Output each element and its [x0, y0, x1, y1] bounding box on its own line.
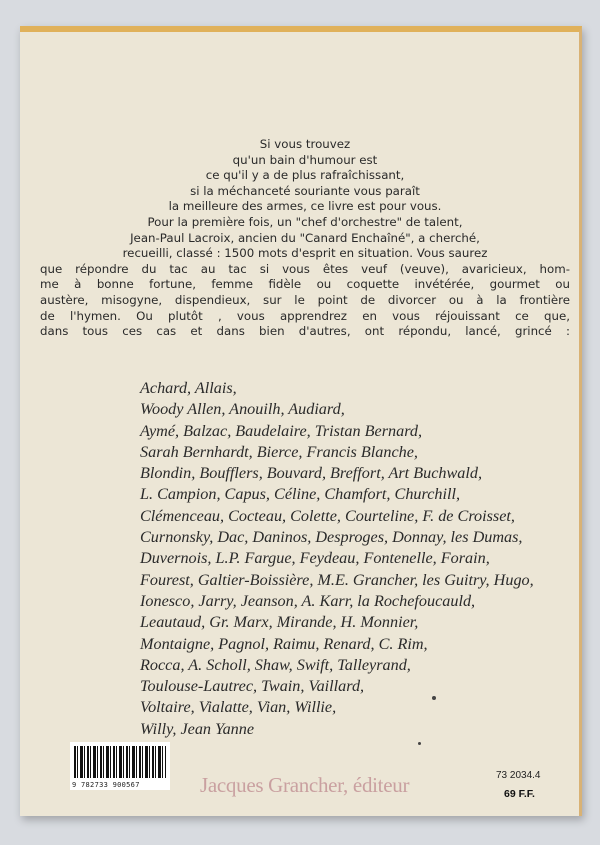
author-line: Toulouse-Lautrec, Twain, Vaillard, — [140, 677, 365, 696]
blurb-line: la meilleure des armes, ce livre est pour vous. — [168, 199, 442, 214]
blurb-text — [40, 137, 570, 340]
author-line: Clémenceau, Cocteau, Colette, Courteline, F. de Croisset, — [140, 506, 515, 525]
catalog-code: 73 2034.4 — [496, 770, 541, 781]
blurb-line: recueilli, classé : 1500 mots d'esprit en situation. Vous saurez — [122, 246, 488, 261]
publisher-name: Jacques Grancher, éditeur — [200, 773, 410, 797]
author-line: Aymé, Balzac, Baudelaire, Tristan Bernard, — [140, 421, 423, 440]
author-line: Blondin, Boufflers, Bouvard, Breffort, Art Buchwald, — [140, 464, 483, 483]
author-line: Rocca, A. Scholl, Shaw, Swift, Talleyrand, — [140, 655, 411, 674]
author-line: Montaigne, Pagnol, Raimu, Renard, C. Rim, — [140, 634, 428, 653]
author-line: Ionesco, Jarry, Jeanson, A. Karr, la Rochefoucauld, — [140, 591, 476, 610]
author-list — [140, 378, 580, 740]
barcode-number: 9 782733 900567 — [72, 781, 140, 789]
author-line: Fourest, Galtier-Boissière, M.E. Grancher, les Guitry, Hugo, — [140, 570, 534, 589]
author-line: Willy, Jean Yanne — [140, 719, 255, 738]
blurb-line: dans tous ces cas et dans bien d'autres, ont répondu, lancé, grincé : — [40, 324, 570, 339]
author-line: Woody Allen, Anouilh, Audiard, — [140, 400, 345, 419]
blurb-line: austère, misogyne, dispendieux, sur le point de divorcer ou à la frontière — [40, 292, 570, 307]
author-line: Leautaud, Gr. Marx, Mirande, H. Monnier, — [140, 613, 419, 632]
author-line: Sarah Bernhardt, Bierce, Francis Blanche, — [140, 442, 418, 461]
blurb-line: de l'hymen. Ou plutôt , vous apprendrez en vous réjouissant ce que, — [40, 308, 570, 323]
blurb-line: Pour la première fois, un "chef d'orchestre" de talent, — [147, 214, 463, 229]
author-line: Duvernois, L.P. Fargue, Feydeau, Fontenelle, Forain, — [140, 549, 490, 568]
blurb-line: me à bonne fortune, femme fidèle ou coquette invétérée, gourmet ou — [40, 277, 570, 292]
author-line: Achard, Allais, — [140, 379, 237, 397]
blurb-line: ce qu'il y a de plus rafraîchissant, — [205, 168, 405, 183]
author-line: Voltaire, Vialatte, Vian, Willie, — [140, 698, 337, 717]
blurb-line: Si vous trouvez — [259, 137, 351, 151]
ink-speck — [432, 696, 436, 700]
blurb-line: Jean-Paul Lacroix, ancien du "Canard Enchaîné", a cherché, — [130, 230, 480, 245]
author-line: Curnonsky, Dac, Daninos, Desproges, Donnay, les Dumas, — [140, 528, 523, 547]
blurb-line: si la méchanceté souriante vous paraît — [190, 183, 420, 198]
barcode — [70, 742, 170, 790]
price-label: 69 F.F. — [504, 788, 535, 800]
blurb-line: qu'un bain d'humour est — [232, 152, 378, 167]
barcode-bars — [74, 746, 166, 778]
ink-speck — [418, 742, 421, 745]
blurb-line: que répondre du tac au tac si vous êtes veuf (veuve), avaricieux, hom- — [40, 261, 570, 276]
author-line: L. Campion, Capus, Céline, Chamfort, Churchill, — [140, 485, 461, 504]
